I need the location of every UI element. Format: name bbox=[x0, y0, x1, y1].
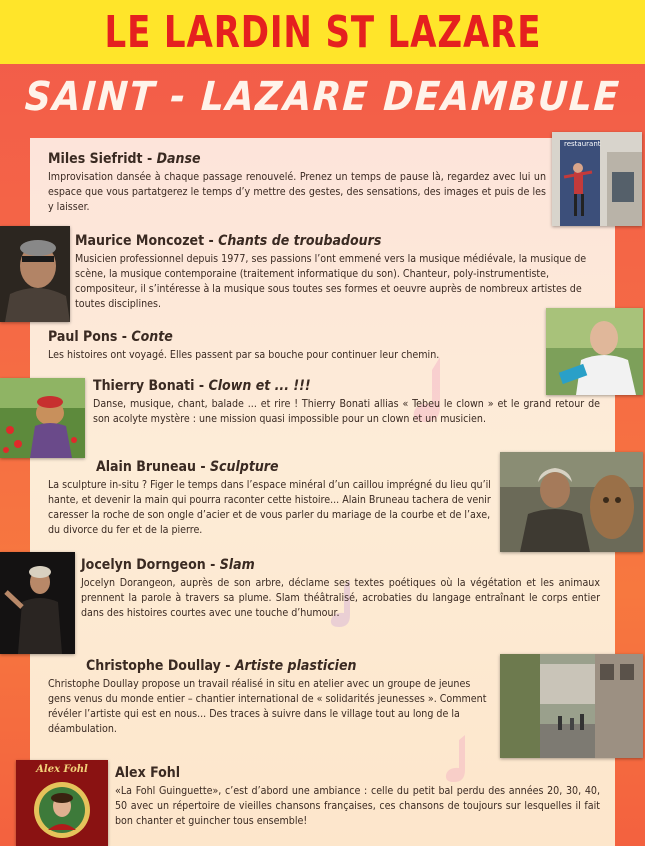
entry-alex-fohl bbox=[115, 764, 600, 829]
photo-alex-fohl-logo bbox=[16, 760, 108, 846]
photo-village-street bbox=[500, 654, 643, 758]
title-bar bbox=[0, 0, 645, 64]
entry-description: Jocelyn Dorangeon, auprès de son arbre, déclame ses textes poétiques où la végétation et les animaux prennent la parole à travers sa plume. Slam théâtralisé, acrobaties du langage entraînant le corps entier dans des histoires courtes avec une touche d’humour. bbox=[81, 577, 600, 619]
entry-name: Thierry Bonati - Clown et ... !!! bbox=[93, 378, 311, 394]
photo-jocelyn-dorngeon bbox=[0, 552, 75, 654]
photo-maurice-moncozet bbox=[0, 226, 70, 322]
entry-name: Alex Fohl bbox=[115, 765, 181, 781]
entry-miles-siefridt bbox=[48, 150, 546, 215]
restaurant-sign: restaurant bbox=[564, 140, 601, 148]
subtitle-bar bbox=[0, 66, 645, 128]
photo-thierry-bonati bbox=[0, 378, 85, 458]
photo-alain-bruneau bbox=[500, 452, 643, 552]
entry-description: Improvisation dansée à chaque passage renouvelé. Prenez un temps de pause là, regardez avec lui un espace que vous partatgerez le temps d’y mettre des gestes, des sensations, des images et puis de les y laisser. bbox=[48, 171, 546, 213]
entry-name: Paul Pons - Conte bbox=[48, 329, 173, 345]
entry-description: Les histoires ont voyagé. Elles passent par sa bouche pour continuer leur chemin. bbox=[48, 349, 440, 361]
entry-name: Maurice Moncozet - Chants de troubadours bbox=[75, 233, 382, 249]
entry-description: Christophe Doullay propose un travail réalisé in situ en atelier avec un groupe de jeunes gens venus du monde entier – chantier international de « solidarités jeunesses ». Comment révéler l’artiste qui est en nous... Des traces à suivre dans le village tout au long de la déambulation. bbox=[48, 678, 487, 735]
entry-description: Danse, musique, chant, balade ... et rire ! Thierry Bonati allias « Tebeu le clown » et le grand retour de son acolyte mystère : une mission quasi impossible pour un clown et un musicien. bbox=[93, 398, 600, 425]
entry-description: «La Fohl Guinguette», c’est d’abord une ambiance : celle du petit bal perdu des années 20, 30, 40, 50 avec un répertoire de vieilles chansons françaises, ces chansons de toujours sur lesquelles il fait bon chanter et guincher tous ensemble! bbox=[115, 785, 600, 827]
entry-name: Alain Bruneau - Sculpture bbox=[96, 459, 279, 475]
entry-christophe-doullay bbox=[48, 657, 494, 737]
alex-fohl-logo-text: Alex Fohl bbox=[36, 764, 88, 775]
entry-description: La sculpture in-situ ? Figer le temps dans l’espace minéral d’un caillou imprégné du lieu qu’il hante, et devenir la main qui pourra raconter cette histoire... Alain Bruneau tachera de venir caresser la roche de son ongle d’acier et de vous parler du mariage de la courbe et de l’axe, du divorce du fer et de la pierre. bbox=[48, 479, 491, 536]
entry-name: Miles Siefridt - Danse bbox=[48, 151, 201, 167]
page-title: LE LARDIN ST LAZARE bbox=[104, 6, 541, 58]
entry-paul-pons bbox=[48, 328, 543, 363]
page-subtitle: SAINT - LAZARE DEAMBULE bbox=[23, 74, 622, 120]
entry-alain-bruneau bbox=[48, 458, 500, 538]
entry-jocelyn-dorngeon bbox=[81, 556, 600, 621]
entry-thierry-bonati bbox=[93, 377, 600, 427]
entry-name: Christophe Doullay - Artiste plasticien bbox=[86, 658, 357, 674]
entry-maurice-moncozet bbox=[75, 232, 600, 312]
entry-description: Musicien professionnel depuis 1977, ses passions l’ont emmené vers la musique médiévale, la musique de scène, la musique contemporaine (traitement informatique du son). Chanteur, poly-instrumentiste, compositeur, il s’intéresse à la musique sous toutes ses formes et oeuvre auprès de nombreux artistes de toutes disciplines. bbox=[75, 253, 587, 310]
entry-name: Jocelyn Dorngeon - Slam bbox=[81, 557, 255, 573]
photo-dancer bbox=[552, 132, 642, 226]
